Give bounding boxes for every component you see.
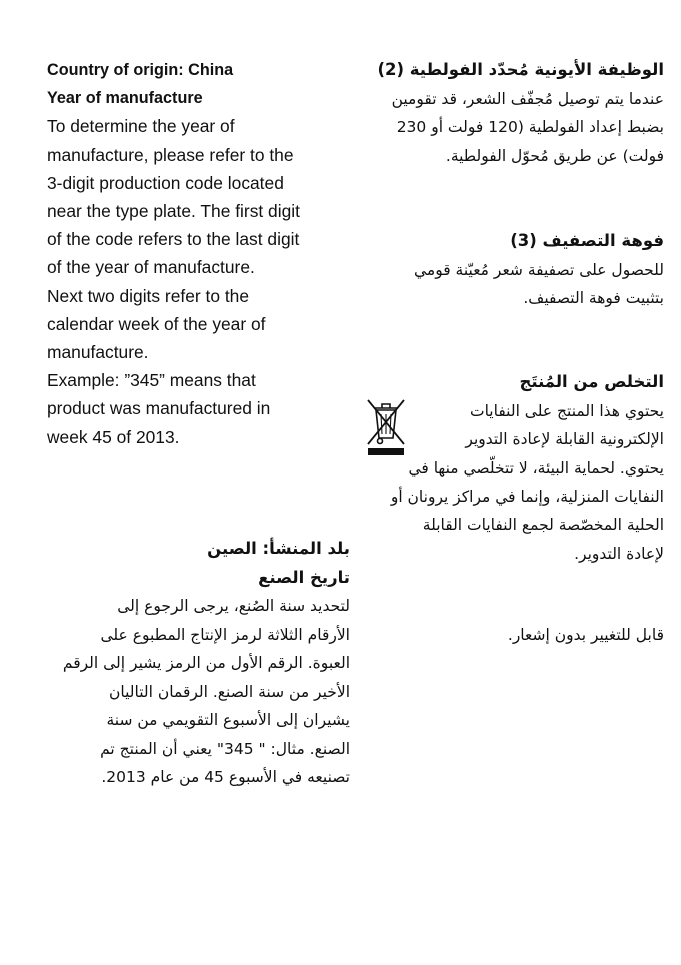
english-line: near the type plate. The first digit [47,201,300,222]
english-line: week 45 of 2013. [47,426,180,447]
english-line: of the code refers to the last digit [47,229,300,250]
english-line: calendar week of the year of [47,313,266,334]
arabic-line: الأرقام الثلاثة لرمز الإنتاج المطبوع على [100,625,350,644]
arabic-line: بضبط إعداد الفولطية (120 فولت أو 230 [396,118,664,136]
subject-to-change-notice [349,621,664,650]
arabic-country-heading: بلد المنشأ: الصين [207,539,350,558]
arabic-line: عندما يتم توصيل مُجفّف الشعر، قد تقومين [391,89,664,108]
english-line: manufacture, please refer to the [47,144,294,165]
english-line: Example: ”345” means that [47,370,256,391]
english-origin-section [47,56,347,451]
disposal-section-cont [349,454,664,568]
english-line: 3-digit production code located [47,172,284,193]
arabic-line: لتحديد سنة الصُنع، يرجى الرجوع إلى [117,597,350,615]
arabic-line: بتثبيت فوهة التصفيف. [523,289,664,307]
arabic-line: فولت) عن طريق مُحوّل الفولطية. [445,146,664,165]
arabic-line: للحصول على تصفيفة شعر مُعيّنة قومي [413,260,664,279]
country-of-origin-heading: Country of origin: China [47,61,234,79]
styling-nozzle-section [349,227,664,313]
arabic-line: الحلية المخصّصة لجمع النفايات القابلة [422,516,664,534]
english-line: Next two digits refer to the [47,285,250,306]
arabic-line: يحتوي هذا المنتج على النفايات [469,401,664,420]
arabic-year-heading: تاريخ الصنع [258,567,350,587]
arabic-line: تصنيعه في الأسبوع 45 من عام 2013. [101,768,350,786]
english-line: of the year of manufacture. [47,257,255,278]
disposal-section [402,368,664,454]
styling-nozzle-heading: فوهة التصفيف (3) [510,231,664,250]
arabic-line: الصنع. مثال: " 345" يعني أن المنتج تم [100,739,350,758]
arabic-line: الأخير من سنة الصنع. الرقمان التاليان [109,682,350,701]
notice-text: قابل للتغيير بدون إشعار. [507,626,664,644]
weee-bin-icon [365,396,407,456]
crossed-out-wheelie-bin-icon [365,396,407,456]
arabic-line: لإعادة التدوير. [574,544,664,563]
arabic-origin-section [20,535,350,792]
arabic-line: العبوة. الرقم الأول من الرمز يشير إلى الرقم [62,654,350,672]
arabic-line: النفايات المنزلية، وإنما في مراكز يرونان أو [390,487,664,506]
voltage-selector-heading: الوظيفة الأيونية مُحدّد الفولطية (2) [377,60,664,79]
year-of-manufacture-heading: Year of manufacture [47,89,203,108]
arabic-line: يحتوي. لحماية البيئة، لا تتخلّصي منها في [408,459,664,477]
disposal-heading: التخلص من المُنتَج [519,372,664,391]
arabic-line: يشيران إلى الأسبوع التقويمي من سنة [106,711,350,729]
arabic-line: الإلكترونية القابلة لإعادة التدوير [465,430,664,448]
voltage-selector-section [349,56,664,170]
english-line: To determine the year of [47,116,235,137]
english-line: product was manufactured in [47,398,271,419]
english-line: manufacture. [47,342,149,363]
